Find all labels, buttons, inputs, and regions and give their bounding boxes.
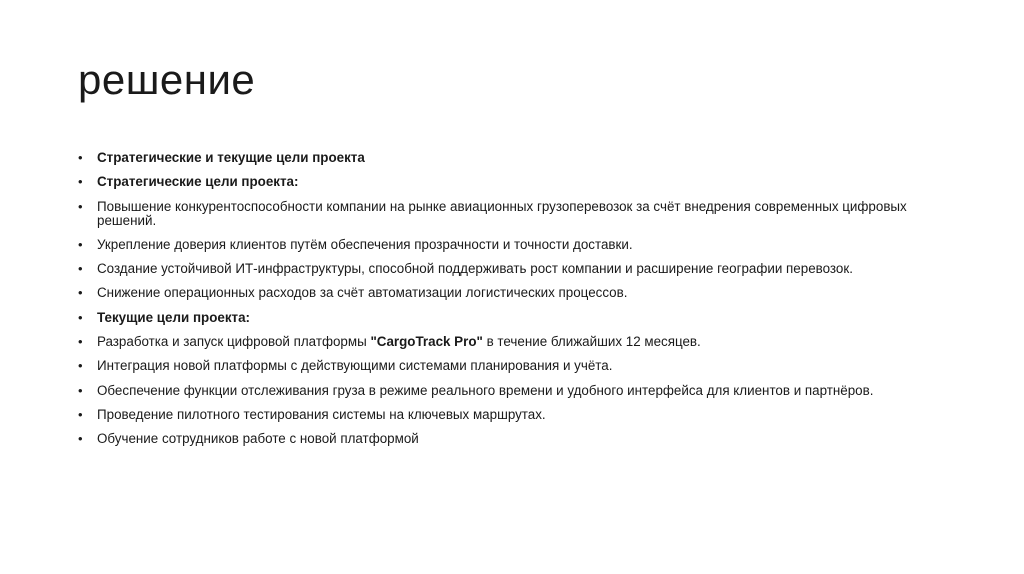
- list-item: [78, 432, 958, 446]
- bullet-text: Создание устойчивой ИТ-инфраструктуры, способной поддерживать рост компании и расширение географии перевозок.: [97, 261, 853, 277]
- bullet-icon: •: [78, 406, 83, 422]
- bullet-text: Укрепление доверия клиентов путём обеспечения прозрачности и точности доставки.: [97, 236, 633, 252]
- bullet-text: Обучение сотрудников работе с новой платформой: [97, 431, 419, 447]
- bullet-icon: •: [78, 309, 83, 325]
- bullet-icon: •: [78, 174, 83, 190]
- bullet-icon: •: [78, 382, 83, 398]
- product-name: "CargoTrack Pro": [370, 334, 483, 350]
- bullet-text: Стратегические и текущие цели проекта: [97, 150, 365, 165]
- list-item: [78, 311, 958, 325]
- bullet-icon: •: [78, 236, 83, 252]
- bullet-text: [97, 334, 701, 349]
- list-item: [78, 408, 958, 422]
- list-item: [78, 238, 958, 252]
- list-item: [78, 151, 958, 165]
- bullet-text: Стратегические цели проекта:: [97, 174, 299, 190]
- bullet-icon: •: [78, 431, 83, 447]
- bullet-text-part: в течение ближайших 12 месяцев.: [482, 334, 701, 350]
- bullet-icon: •: [78, 198, 83, 214]
- bullet-icon: •: [78, 334, 83, 350]
- list-item: [78, 335, 958, 349]
- bullet-icon: •: [78, 285, 83, 301]
- bullet-icon: •: [78, 150, 83, 165]
- bullet-text-part: Разработка и запуск цифровой платформы: [97, 334, 371, 350]
- list-item: [78, 359, 958, 373]
- list-item: [78, 384, 958, 398]
- list-item: [78, 200, 958, 228]
- list-item: [78, 286, 958, 300]
- list-item: [78, 175, 958, 189]
- bullet-icon: •: [78, 358, 83, 374]
- list-item: [78, 262, 958, 276]
- bullet-text: Повышение конкурентоспособности компании на рынке авиационных грузоперевозок за счёт внедрения современных цифровых решений.: [97, 198, 907, 228]
- bullet-icon: •: [78, 261, 83, 277]
- bullet-text: Текущие цели проекта:: [97, 309, 251, 325]
- bullet-text: Обеспечение функции отслеживания груза в режиме реального времени и удобного интерфейса для клиентов и партнёров.: [97, 382, 874, 398]
- bullet-text: Снижение операционных расходов за счёт автоматизации логистических процессов.: [97, 285, 628, 301]
- bullet-text: Интеграция новой платформы с действующими системами планирования и учёта.: [97, 358, 613, 374]
- slide-title: решение: [78, 56, 256, 103]
- bullet-list: [78, 151, 958, 457]
- bullet-text: Проведение пилотного тестирования системы на ключевых маршрутах.: [97, 406, 546, 422]
